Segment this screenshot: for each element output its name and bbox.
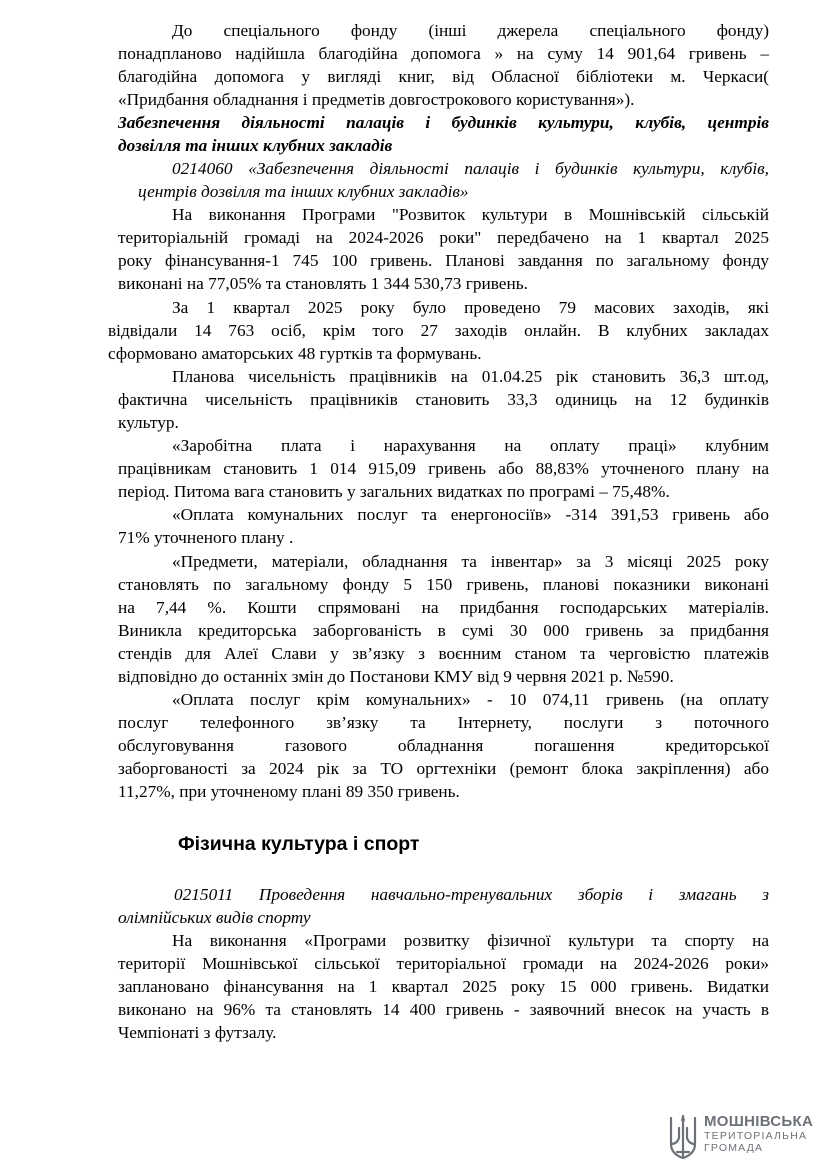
services-line-2: послуг телефонного зв’язку та Інтернету, послуги з поточного [118,713,769,732]
special-fund-line-1: До спеціального фонду (інші джерела спеціального фонду) [172,21,769,40]
culture-program-line-2: територіальній громаді на 2024-2026 роки" передбачено на 1 квартал 2025 [118,228,769,247]
sport-heading: Фізична культура і спорт [178,833,420,855]
sport-program-line-1: На виконання «Програми розвитку фізичної культури та спорту на [172,931,769,950]
special-fund-line-4: «Придбання обладнання і предметів довгострокового користування»). [118,90,635,109]
trident-icon [668,1114,698,1162]
sport-program-line-4: виконано на 96% та становлять 14 400 гривень - заявочний внесок на участь в [118,1000,769,1019]
services-line-5: 11,27%, при уточненому плані 89 350 гривень. [118,782,460,801]
special-fund-line-3: благодійна допомога у вигляді книг, від Обласної бібліотеки м. Черкаси( [118,67,769,86]
culture-code-line-1: 0214060 «Забезпечення діяльності палаців і будинків культури, клубів, [172,159,769,178]
salary-line-1: «Заробітна плата і нарахування на оплату праці» клубним [172,436,769,455]
utilities-line-1: «Оплата комунальних послуг та енергоносіїв» -314 391,53 гривень або [172,505,769,524]
materials-line-5: стендів для Алеї Слави у зв’язку з воєнним станом та черговістю платежів [118,644,769,663]
materials-line-3: на 7,44 %. Кошти спрямовані на придбання господарських матеріалів. [118,598,769,617]
logo-line-1: МОШНІВСЬКА [704,1113,814,1130]
services-line-1: «Оплата послуг крім комунальних» - 10 074,11 гривень (на оплату [172,690,769,709]
staff-line-1: Планова чисельність працівників на 01.04.25 рік становить 36,3 шт.од, [172,367,769,386]
staff-line-3: культур. [118,413,179,432]
materials-line-6: відповідно до останніх змін до Постанови КМУ від 9 червня 2021 р. №590. [118,667,674,686]
community-logo [668,1112,818,1164]
culture-program-line-3: року фінансування-1 745 100 гривень. Планові завдання по загальному фонду [118,251,769,270]
events-line-1: За 1 квартал 2025 року було проведено 79 масових заходів, які [172,298,769,317]
special-fund-line-2: понадпланово надійшла благодійна допомога » на суму 14 901,64 гривень – [118,44,769,63]
salary-line-3: період. Питома вага становить у загальних видатках по програмі – 75,48%. [118,482,670,501]
materials-line-1: «Предмети, матеріали, обладнання та інвентар» за 3 місяці 2025 року [172,552,769,571]
materials-line-4: Виникла кредиторська заборгованість в сумі 30 000 гривень за придбання [118,621,769,640]
culture-program-line-1: На виконання Програми "Розвиток культури в Мошнівській сільській [172,205,769,224]
staff-line-2: фактична чисельність працівників становить 33,3 одиниць на 12 будинків [118,390,769,409]
culture-heading-line-1: Забезпечення діяльності палаців і будинків культури, клубів, центрів [118,113,769,132]
logo-line-3: ГРОМАДА [704,1142,764,1154]
sport-code-line-1: 0215011 Проведення навчально-тренувальних зборів і змагань з [174,885,769,904]
services-line-4: заборгованості за 2024 рік за ТО оргтехніки (ремонт блока закріплення) або [118,759,769,778]
services-line-3: обслуговування газового обладнання погашення кредиторської [118,736,769,755]
culture-code-line-2: центрів дозвілля та інших клубних закладів» [138,182,469,201]
sport-program-line-5: Чемпіонаті з футзалу. [118,1023,277,1042]
sport-program-line-2: території Мошнівської сільської територіальної громади на 2024-2026 роки» [118,954,769,973]
culture-heading-line-2: дозвілля та інших клубних закладів [118,136,393,155]
salary-line-2: працівникам становить 1 014 915,09 гривень або 88,83% уточненого плану на [118,459,769,478]
sport-program-line-3: заплановано фінансування на 1 квартал 2025 року 15 000 гривень. Видатки [118,977,769,996]
sport-code-line-2: олімпійських видів спорту [118,908,311,927]
culture-program-line-4: виконані на 77,05% та становлять 1 344 530,73 гривень. [118,274,528,293]
materials-line-2: становлять по загальному фонду 5 150 гривень, планові показники виконані [118,575,769,594]
logo-line-2: ТЕРИТОРІАЛЬНА [704,1130,808,1142]
events-line-3: сформовано аматорських 48 гуртків та формувань. [108,344,482,363]
events-line-2: відвідали 14 763 осіб, крім того 27 заходів онлайн. В клубних закладах [108,321,769,340]
utilities-line-2: 71% уточненого плану . [118,528,294,547]
